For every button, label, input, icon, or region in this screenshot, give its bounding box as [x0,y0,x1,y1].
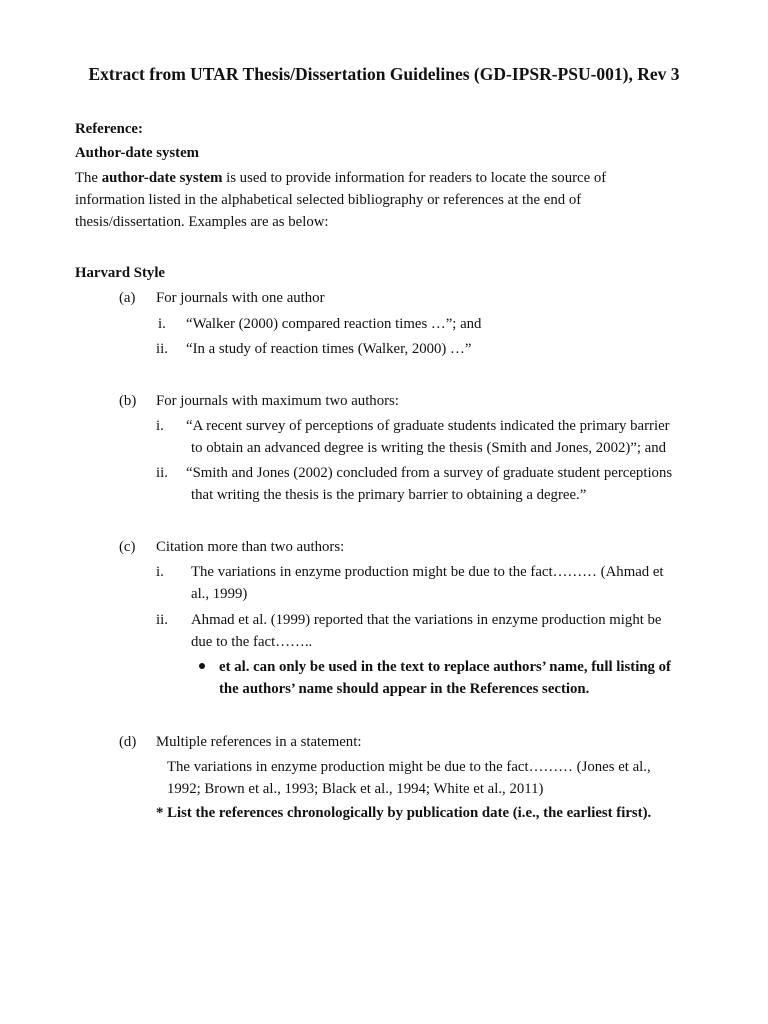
intro-emphasis: author-date system [101,170,223,186]
section-b-item-1-num: i. [156,418,164,434]
intro-line-1 [75,167,606,189]
section-b-item-1-line-1: “A recent survey of perceptions of graduate students indicated the primary barrier [186,418,670,434]
intro-text: The [75,170,102,186]
bullet-icon [199,663,205,669]
section-a-item-2-line-1: “In a study of reaction times (Walker, 2000) …” [186,341,472,357]
section-b-item-1-line-2: to obtain an advanced degree is writing the thesis (Smith and Jones, 2002)”; and [191,440,667,456]
section-c-item-2-line-1: Ahmad et al. (1999) reported that the variations in enzyme production might be [191,612,662,628]
section-a-label: (a) [119,290,136,306]
section-c-heading: Citation more than two authors: [156,539,345,555]
intro-text: is used to provide information for readers to locate the source of [222,170,607,186]
section-c-item-1-line-1: The variations in enzyme production might be due to the fact……… (Ahmad et [191,564,664,580]
section-c-note-line-1: et al. can only be used in the text to replace authors’ name, full listing of [219,659,671,675]
section-c-item-1-num: i. [156,564,164,580]
section-b-heading: For journals with maximum two authors: [156,393,399,409]
section-a-item-1-num: i. [158,316,166,332]
style-heading: Harvard Style [75,265,166,281]
section-c-note-line-2: the authors’ name should appear in the References section. [219,681,590,697]
section-d-heading: Multiple references in a statement: [156,734,362,750]
intro-line-3: thesis/dissertation. Examples are as below: [75,214,329,230]
document-title: Extract from UTAR Thesis/Dissertation Guidelines (GD-IPSR-PSU-001), Rev 3 [88,64,680,84]
section-d-label: (d) [119,734,137,750]
section-b-item-2-line-2: that writing the thesis is the primary barrier to obtaining a degree.” [191,487,587,503]
system-heading: Author-date system [75,145,199,161]
section-c-label: (c) [119,539,136,555]
section-c-item-2-line-2: due to the fact…….. [191,634,313,650]
section-d-line-2: 1992; Brown et al., 1993; Black et al., 1994; White et al., 2011) [167,781,544,797]
intro-line-2: information listed in the alphabetical selected bibliography or references at the end of [75,192,582,208]
section-b-item-2-num: ii. [156,465,168,481]
section-b-item-2-line-1: “Smith and Jones (2002) concluded from a survey of graduate student perceptions [186,465,673,481]
section-b-label: (b) [119,393,137,409]
reference-label: Reference: [75,121,143,137]
section-a-item-2-num: ii. [156,341,168,357]
section-d-line-1: The variations in enzyme production might be due to the fact……… (Jones et al., [167,759,651,775]
section-a-item-1-line-1: “Walker (2000) compared reaction times …”; and [186,316,482,332]
section-c-item-1-line-2: al., 1999) [191,586,248,602]
section-d-note: * List the references chronologically by publication date (i.e., the earliest first). [156,805,652,821]
section-a-heading: For journals with one author [156,290,325,306]
section-c-item-2-num: ii. [156,612,168,628]
